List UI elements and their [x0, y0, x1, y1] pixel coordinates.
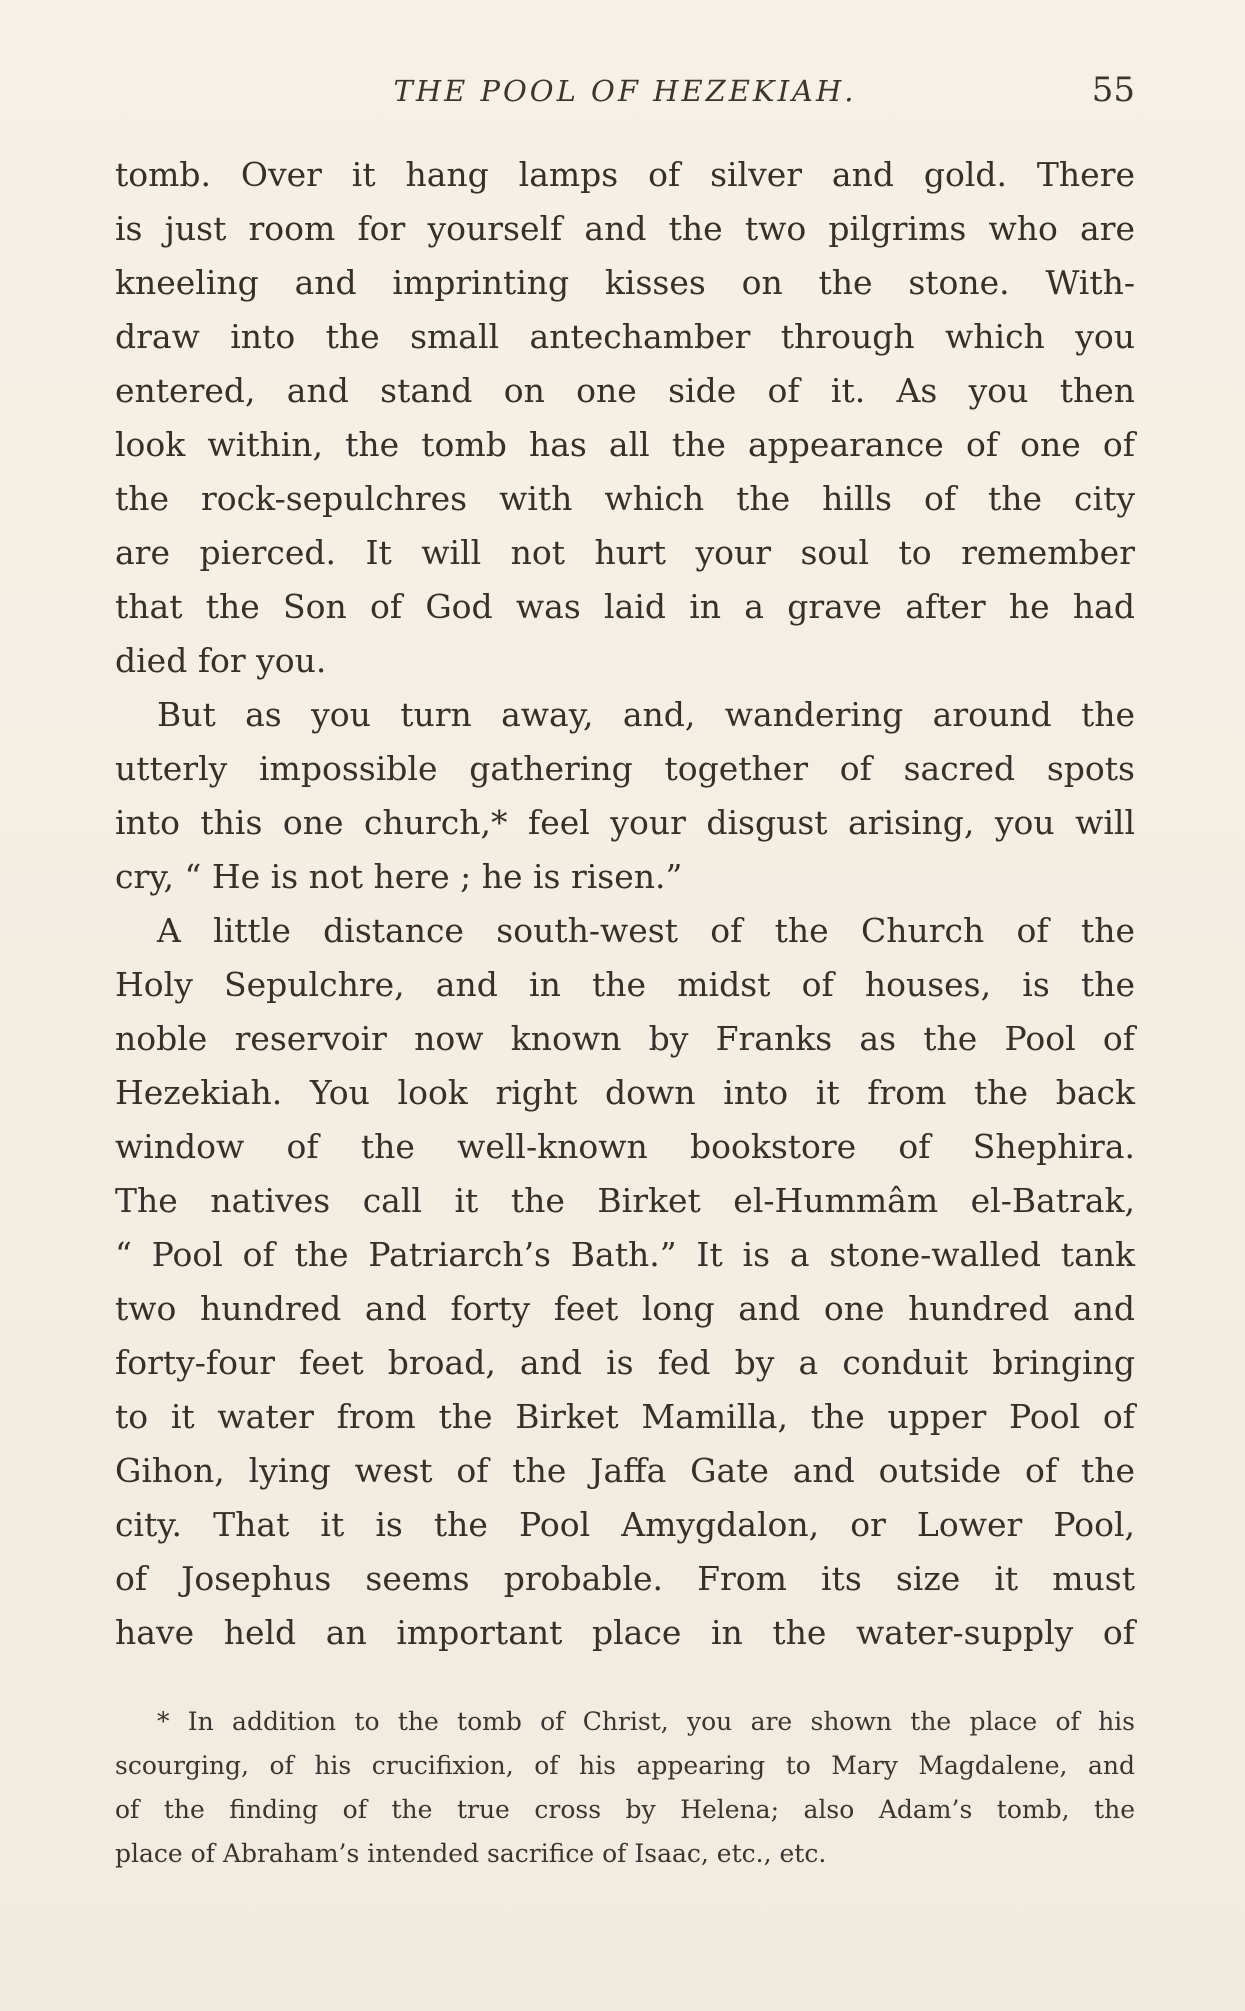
text-line: are pierced. It will not hurt your soul to remember	[115, 533, 1135, 572]
paragraph-1	[115, 148, 1135, 688]
text-line: to it water from the Birket Mamilla, the upper Pool of	[115, 1397, 1135, 1436]
text-line: draw into the small antechamber through which you	[115, 317, 1135, 356]
footnote-line: * In addition to the tomb of Christ, you are shown the place of his	[157, 1707, 1135, 1736]
footnote	[115, 1700, 1135, 1876]
text-line: of Josephus seems probable. From its size it must	[115, 1559, 1135, 1598]
text-line: is just room for yourself and the two pilgrims who are	[115, 209, 1135, 248]
running-title: THE POOL OF HEZEKIAH.	[393, 74, 857, 108]
text-line: cry, “ He is not here ; he is risen.”	[115, 857, 683, 896]
text-line: tomb. Over it hang lamps of silver and gold. There	[115, 155, 1135, 194]
text-line: into this one church,* feel your disgust arising, you will	[115, 803, 1135, 842]
text-line: Gihon, lying west of the Jaffa Gate and outside of the	[115, 1451, 1135, 1490]
text-line: A little distance south-west of the Church of the	[157, 911, 1135, 950]
paragraph-2	[115, 688, 1135, 904]
text-line: city. That it is the Pool Amygdalon, or Lower Pool,	[115, 1505, 1135, 1544]
text-line: “ Pool of the Patriarch’s Bath.” It is a stone-walled tank	[115, 1235, 1135, 1274]
text-line: died for you.	[115, 641, 327, 680]
text-line: that the Son of God was laid in a grave after he had	[115, 587, 1135, 626]
paragraph-3	[115, 904, 1135, 1660]
text-line: window of the well-known bookstore of Shephira.	[115, 1127, 1135, 1166]
body-text	[115, 148, 1135, 1660]
text-line: The natives call it the Birket el-Hummâm el-Batrak,	[115, 1181, 1135, 1220]
text-line: look within, the tomb has all the appearance of one of	[115, 425, 1135, 464]
text-line: the rock-sepulchres with which the hills of the city	[115, 479, 1135, 518]
text-line: But as you turn away, and, wandering around the	[157, 695, 1135, 734]
text-line: utterly impossible gathering together of sacred spots	[115, 749, 1135, 788]
text-line: Holy Sepulchre, and in the midst of houses, is the	[115, 965, 1135, 1004]
text-line: Hezekiah. You look right down into it from the back	[115, 1073, 1135, 1112]
page-number: 55	[1091, 70, 1135, 110]
footnote-line: scourging, of his crucifixion, of his appearing to Mary Magdalene, and	[115, 1751, 1135, 1780]
running-head	[115, 68, 1135, 118]
footnote-line: of the finding of the true cross by Helena; also Adam’s tomb, the	[115, 1795, 1135, 1824]
text-line: entered, and stand on one side of it. As you then	[115, 371, 1135, 410]
footnote-line: place of Abraham’s intended sacrifice of Isaac, etc., etc.	[115, 1839, 827, 1868]
text-line: have held an important place in the water-supply of	[115, 1613, 1135, 1652]
text-line: noble reservoir now known by Franks as the Pool of	[115, 1019, 1135, 1058]
text-line: two hundred and forty feet long and one hundred and	[115, 1289, 1135, 1328]
text-line: forty-four feet broad, and is fed by a conduit bringing	[115, 1343, 1135, 1382]
text-line: kneeling and imprinting kisses on the stone. With-	[115, 263, 1135, 302]
